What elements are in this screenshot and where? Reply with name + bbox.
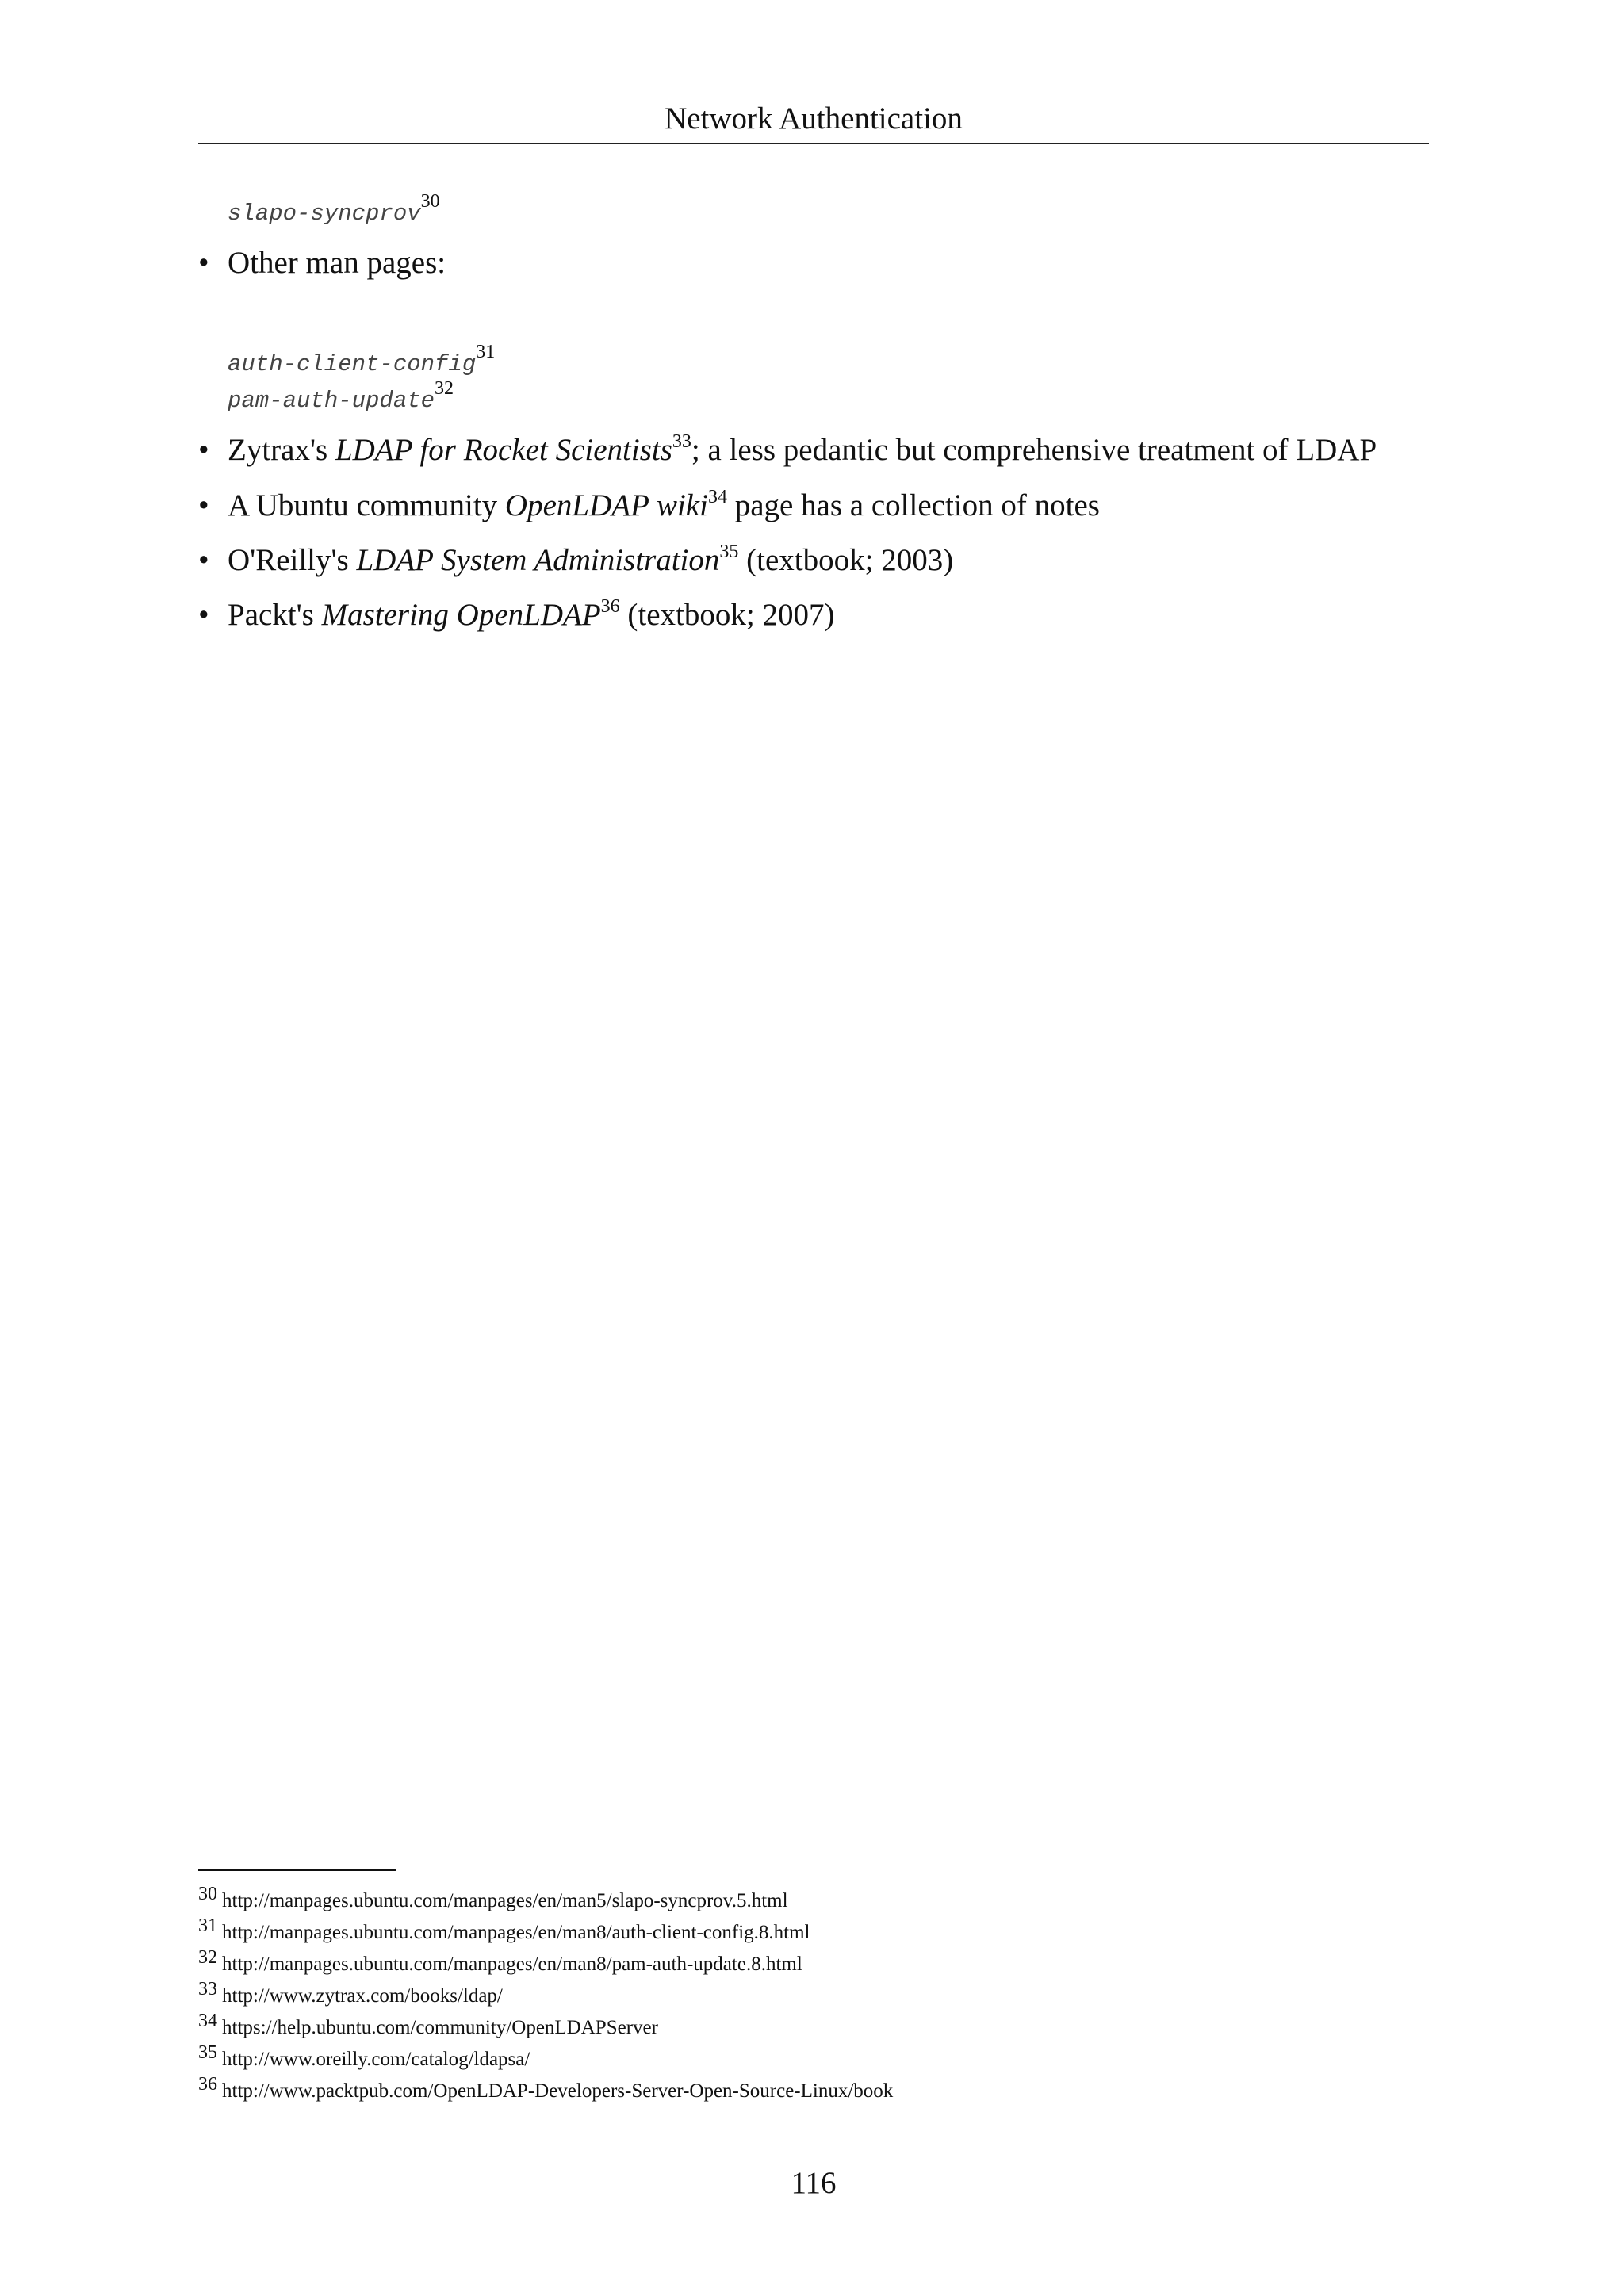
footnote-number: 35 [198,2042,217,2063]
footnote-number: 33 [198,1979,217,1999]
bullet-item-other-man-pages [198,244,446,282]
bullet-item-oreilly [198,541,953,580]
footnote-35 [198,2044,530,2076]
wiki-title: OpenLDAP wiki [504,488,708,522]
page-number: 116 [791,2166,837,2200]
code-ref-text: auth-client-config [228,351,477,377]
code-ref-text: slapo-syncprov [228,201,421,227]
footnote-ref[interactable]: 31 [476,342,496,362]
footnote-number: 30 [198,1884,217,1904]
footnote-32 [198,1949,802,1980]
footnote-url[interactable]: http://manpages.ubuntu.com/manpages/en/man8/auth-client-config.8.html [222,1922,810,1943]
footnote-number: 32 [198,1947,217,1968]
footnote-ref[interactable]: 32 [435,378,454,399]
footnote-30 [198,1885,788,1917]
footnote-number: 34 [198,2011,217,2031]
footnote-36 [198,2076,893,2107]
bullet-text: Other man pages: [228,246,446,280]
footnote-url[interactable]: http://www.oreilly.com/catalog/ldapsa/ [222,2049,530,2070]
footnote-url[interactable]: http://manpages.ubuntu.com/manpages/en/man8/pam-auth-update.8.html [222,1954,802,1975]
bullet-item-openldap-wiki [198,487,1100,525]
bullet-text-before: Zytrax's [228,433,335,467]
footnote-ref[interactable]: 30 [420,191,440,212]
bullet-text-before: O'Reilly's [228,543,357,577]
code-ref-text: pam-auth-update [228,388,435,414]
bullet-symbol: • [198,246,209,280]
footnote-33 [198,1980,503,2012]
bullet-symbol: • [198,598,209,632]
footnote-34 [198,2012,658,2044]
bullet-symbol: • [198,488,209,522]
code-ref-pam-auth-update [228,378,454,417]
footnote-separator [198,1869,396,1871]
header-rule [198,143,1429,144]
footnote-ref[interactable]: 34 [707,487,727,507]
page-header-title: Network Authentication [665,101,963,136]
book-title: LDAP for Rocket Scientists [335,433,672,467]
bullet-symbol: • [198,433,209,467]
footnote-ref[interactable]: 35 [719,541,739,562]
bullet-text-before: A Ubuntu community [228,488,505,522]
bullet-text-after: (textbook; 2003) [738,543,954,577]
footnote-url[interactable]: http://www.zytrax.com/books/ldap/ [222,1985,503,2007]
bullet-item-packt [198,596,834,634]
bullet-text-after: page has a collection of notes [726,488,1100,522]
footnote-number: 36 [198,2074,217,2095]
footnote-number: 31 [198,1915,217,1936]
book-title: Mastering OpenLDAP [321,598,601,632]
footnote-31 [198,1917,810,1949]
footnote-url[interactable]: http://manpages.ubuntu.com/manpages/en/man5/slapo-syncprov.5.html [222,1890,788,1911]
bullet-text-after: ; a less pedantic but comprehensive treatment of LDAP [691,433,1377,467]
bullet-text-after: (textbook; 2007) [619,598,835,632]
footnote-url[interactable]: https://help.ubuntu.com/community/OpenLDAPServer [222,2017,658,2038]
bullet-symbol: • [198,543,209,577]
code-ref-slapo-syncprov [228,191,440,230]
footnote-url[interactable]: http://www.packtpub.com/OpenLDAP-Developers-Server-Open-Source-Linux/book [222,2080,894,2102]
bullet-item-zytrax [198,431,1377,469]
bullet-text-before: Packt's [228,598,322,632]
footnote-ref[interactable]: 36 [600,596,620,617]
book-title: LDAP System Administration [356,543,720,577]
code-ref-auth-client-config [228,342,496,381]
footnote-ref[interactable]: 33 [672,431,691,452]
